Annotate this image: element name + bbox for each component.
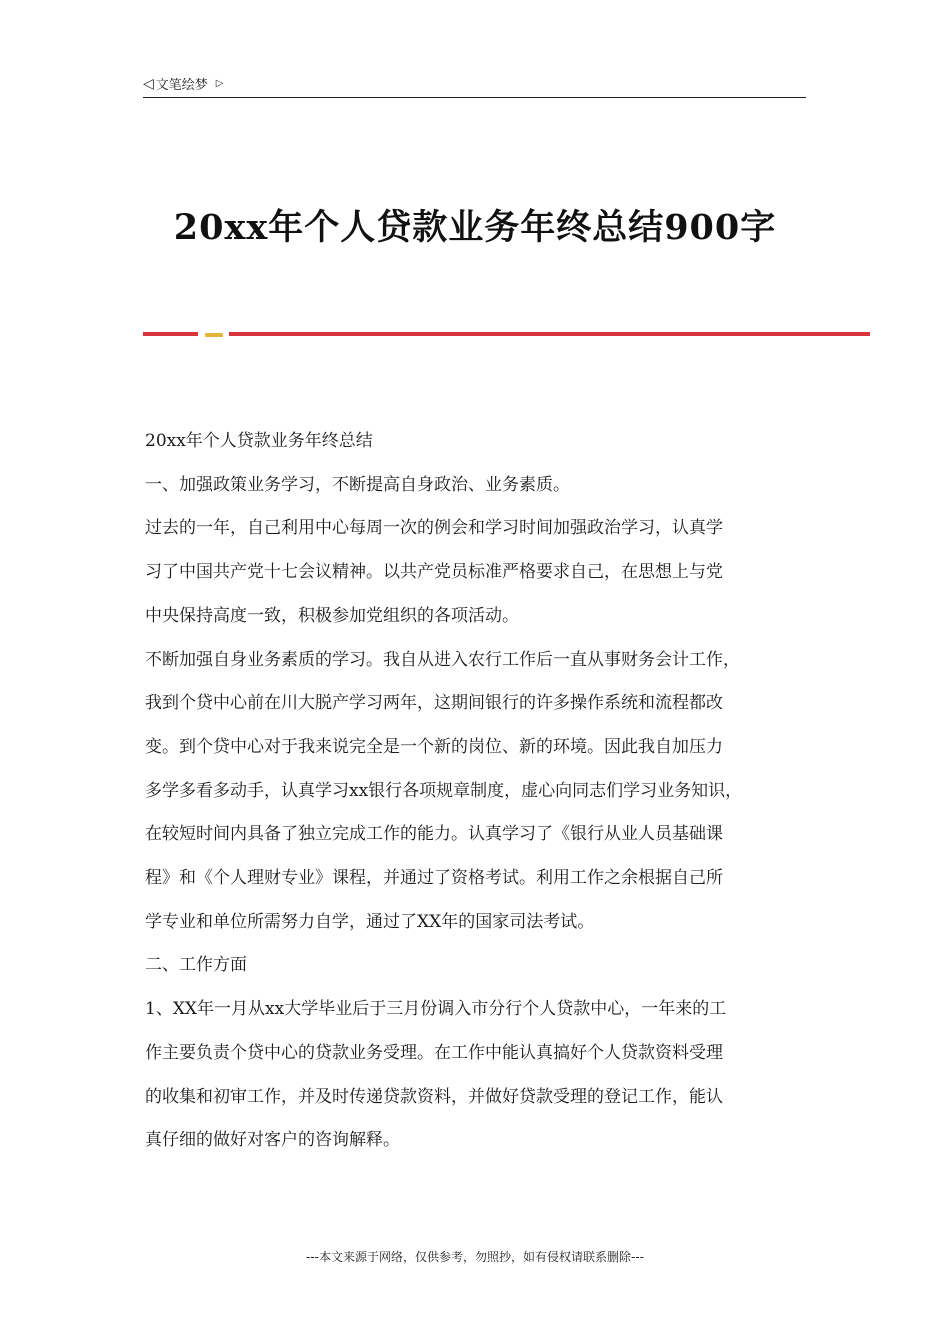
body-line: 过去的一年，自己利用中心每周一次的例会和学习时间加强政治学习，认真学 [145,518,723,539]
document-title: 20xx年个人贷款业务年终总结900字 [173,207,777,248]
document-body [145,420,815,1163]
header-divider [143,97,806,98]
body-line: 中央保持高度一致，积极参加党组织的各项活动。 [145,605,519,626]
body-line: 学专业和单位所需努力自学，通过了XX年的国家司法考试。 [145,911,595,932]
triangle-right-outline-icon: ▷ [215,78,224,89]
body-line: 作主要负责个贷中心的贷款业务受理。在工作中能认真搞好个人贷款资料受理 [145,1042,723,1063]
body-line: 一、加强政策业务学习，不断提高自身政治、业务素质。 [145,474,570,495]
divider-gold-accent [205,333,223,337]
title-divider [143,332,870,340]
body-line: 我到个贷中心前在川大脱产学习两年，这期间银行的许多操作系统和流程都改 [145,693,723,714]
divider-red-right [229,332,870,336]
header-brand [143,74,224,93]
body-line: 程》和《个人理财专业》课程，并通过了资格考试。利用工作之余根据自己所 [145,868,723,889]
body-line: 不断加强自身业务素质的学习。我自从进入农行工作后一直从事财务会计工作， [145,649,740,670]
body-line: 多学多看多动手，认真学习xx银行各项规章制度，虚心向同志们学习业务知识， [145,780,743,801]
body-line: 变。到个贷中心对于我来说完全是一个新的岗位、新的环境。因此我自加压力 [145,736,723,757]
body-line: 真仔细的做好对客户的咨询解释。 [145,1130,400,1151]
brand-name: 文笔绘梦 [155,78,208,93]
triangle-left-outline-icon: ◁ [143,75,154,92]
footer-disclaimer: ---本文来源于网络，仅供参考，勿照抄，如有侵权请联系删除--- [306,1250,644,1264]
divider-red-left [143,332,198,336]
body-line: 20xx年个人贷款业务年终总结 [145,431,373,451]
body-line: 在较短时间内具备了独立完成工作的能力。认真学习了《银行从业人员基础课 [145,824,723,845]
body-line: 的收集和初审工作，并及时传递贷款资料，并做好贷款受理的登记工作，能认 [145,1086,723,1107]
body-line: 习了中国共产党十七会议精神。以共产党员标准严格要求自己，在思想上与党 [145,562,723,583]
body-line: 1、XX年一月从xx大学毕业后于三月份调入市分行个人贷款中心，一年来的工 [145,999,727,1020]
body-line: 二、工作方面 [145,955,247,976]
